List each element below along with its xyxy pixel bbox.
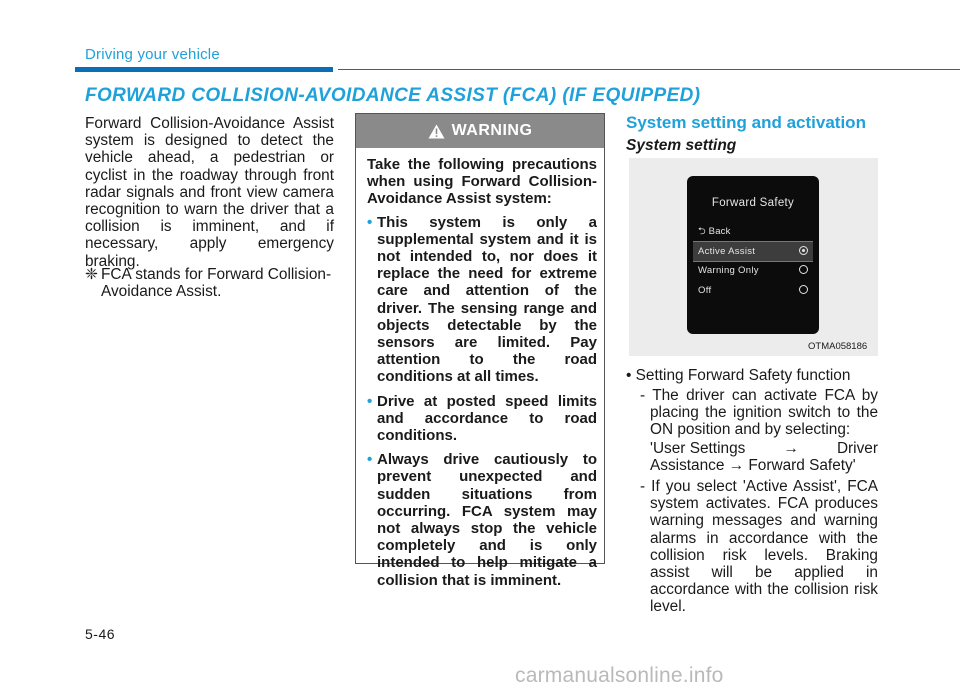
section-heading: System setting and activation <box>626 113 866 132</box>
settings-screen-figure <box>629 158 878 356</box>
menu-path <box>650 440 878 474</box>
fca-note <box>85 266 334 300</box>
subsection-heading: System setting <box>626 137 737 154</box>
header-rule-thin <box>338 69 960 70</box>
watermark: carmanualsonline.info <box>515 664 724 687</box>
warning-label: WARNING <box>451 122 533 139</box>
option-active-assist: Active Assist <box>693 241 813 262</box>
dash-item-activate <box>640 387 878 439</box>
radio-selected-icon <box>799 246 808 255</box>
warning-item <box>367 214 597 386</box>
bullet-dot-icon: • <box>626 367 632 384</box>
warning-item-text: Drive at posted speed limits and accordance to road conditions. <box>377 392 597 445</box>
bullet-setting <box>626 367 878 384</box>
dash-line: - If you select 'Active Assist', FCA <box>640 478 878 495</box>
radio-icon <box>799 285 808 294</box>
option-warning-only: Warning Only <box>693 261 813 280</box>
display-screen <box>687 176 819 334</box>
warning-triangle-icon <box>428 124 445 139</box>
figure-id: OTMA058186 <box>808 341 868 352</box>
arrow-right-icon: → <box>783 440 799 457</box>
section-label: Driving your vehicle <box>85 46 220 63</box>
path-segment: Forward Safety' <box>748 457 856 475</box>
note-line-1: FCA stands for Forward Collision- <box>101 266 332 283</box>
path-segment: Driver <box>836 440 878 457</box>
radio-icon <box>799 265 808 274</box>
path-segment: Assistance <box>650 457 725 475</box>
path-segment: 'User Settings <box>650 440 746 457</box>
header-rule-thick <box>75 67 333 72</box>
arrow-right-icon: → <box>728 457 745 475</box>
warning-intro: Take the following precautions when using Forward Collision-Avoidance Assist system: <box>367 156 597 208</box>
back-button: ⮌ Back <box>698 226 731 237</box>
warning-item-text: Always drive cautiously to prevent unexpected and sudden situations from occurring. FCA system may not always stop the vehicle completely and is only intended to help mitigate a collision that is imminent. <box>377 451 597 589</box>
warning-item <box>367 451 597 589</box>
warning-box <box>355 113 605 589</box>
screen-title: Forward Safety <box>711 197 795 209</box>
dash-item-active-assist <box>640 478 878 616</box>
bullet-text: Setting Forward Safety function <box>635 367 851 384</box>
warning-item-text: This system is only a supplemental system and it is not intended to, nor does it replace the need for extreme care and attention of the driver. The sensing range and objects detectable by the sensors are limited. Pay attention to the road conditions at all times. <box>377 213 597 386</box>
note-mark-icon: ❈ <box>85 266 98 283</box>
warning-header <box>356 114 604 148</box>
bullet-dot-icon: • <box>367 392 373 410</box>
back-arrow-icon: ⮌ <box>698 226 709 237</box>
option-off: Off <box>693 281 813 300</box>
bullet-dot-icon: • <box>367 213 373 231</box>
intro-paragraph: Forward Collision-Avoidance Assist system is designed to detect the vehicle ahead, a pedestrian or cyclist in the roadway through front radar signals and front view camera recognition to warn the driver that a collision is imminent, and if necessary, apply emergency braking. <box>85 115 334 270</box>
warning-item <box>367 393 597 445</box>
dash-text: system activates. FCA produces warning messages and warning alarms in accordance with the collision risk levels. Braking assist will be applied in accordance with the collision risk level. <box>650 495 878 616</box>
note-line-2: Avoidance Assist. <box>101 283 222 301</box>
dash-text: placing the ignition switch to the ON position and by selecting: <box>650 404 878 439</box>
page-number: 5-46 <box>85 626 116 642</box>
bullet-dot-icon: • <box>367 451 373 469</box>
page-title: FORWARD COLLISION-AVOIDANCE ASSIST (FCA) (IF EQUIPPED) <box>85 85 701 106</box>
dash-line: - The driver can activate FCA by <box>640 387 878 404</box>
